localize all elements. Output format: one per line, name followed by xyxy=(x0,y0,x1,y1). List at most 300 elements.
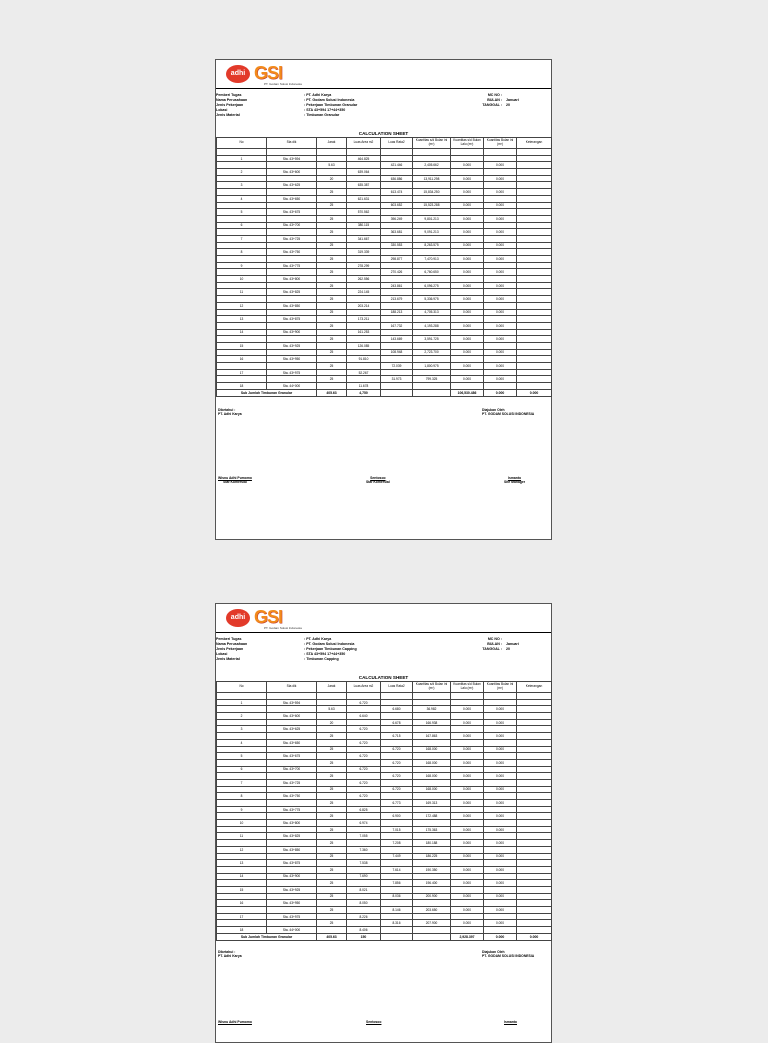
table-cell: 0.000 xyxy=(484,826,517,833)
table-cell: 17 xyxy=(217,913,267,920)
table-cell xyxy=(413,913,451,920)
table-cell: 1 xyxy=(217,699,267,706)
table-row xyxy=(217,342,552,349)
table-cell xyxy=(317,726,347,733)
table-cell xyxy=(267,759,317,766)
table-cell: 5 xyxy=(217,753,267,760)
table-cell: 9,801.213 xyxy=(413,215,451,222)
table-row xyxy=(217,907,552,914)
table-cell: 126.085 xyxy=(347,342,381,349)
table-cell xyxy=(517,826,552,833)
table-row xyxy=(217,269,552,276)
table-cell xyxy=(217,880,267,887)
table-cell: 0.000 xyxy=(484,309,517,316)
table-cell xyxy=(381,779,413,786)
table-cell xyxy=(451,886,484,893)
table-cell: 0.000 xyxy=(484,349,517,356)
info-label: Nama Perusahaan xyxy=(216,642,248,646)
table-cell xyxy=(267,256,317,263)
table-cell xyxy=(267,322,317,329)
table-cell: 621.631 xyxy=(347,195,381,202)
table-cell xyxy=(217,719,267,726)
table-cell: 190.350 xyxy=(413,866,451,873)
table-row xyxy=(217,195,552,202)
table-row xyxy=(217,913,552,920)
table-cell xyxy=(347,880,381,887)
table-cell xyxy=(217,733,267,740)
table-cell: 196.400 xyxy=(413,880,451,887)
signature-1 xyxy=(218,1020,252,1024)
table-cell: 0.000 xyxy=(451,733,484,740)
table-cell: 188.213 xyxy=(381,309,413,316)
table-cell xyxy=(347,920,381,927)
table-cell xyxy=(517,349,552,356)
company-subtitle: PT. Godam Solusi Indonesia xyxy=(264,626,302,630)
table-cell: 11 xyxy=(217,289,267,296)
table-cell xyxy=(413,316,451,323)
table-row xyxy=(217,336,552,343)
table-cell: 5.63 xyxy=(317,162,347,169)
sheet-title: CALCULATION SHEET xyxy=(358,675,409,680)
total-cell: 405.63 xyxy=(317,933,347,940)
table-cell xyxy=(217,840,267,847)
table-cell xyxy=(317,873,347,880)
table-cell: 7.614 xyxy=(381,866,413,873)
table-row xyxy=(217,813,552,820)
table-cell xyxy=(347,309,381,316)
table-row xyxy=(217,282,552,289)
table-row xyxy=(217,693,552,700)
table-cell xyxy=(484,262,517,269)
table-cell xyxy=(347,256,381,263)
mc-value: 20 xyxy=(506,103,510,107)
table-cell xyxy=(413,342,451,349)
table-cell: 7 xyxy=(217,235,267,242)
table-row xyxy=(217,860,552,867)
table-cell: 570.562 xyxy=(347,209,381,216)
mc-value: Januari xyxy=(506,98,519,102)
table-cell: 0.000 xyxy=(484,907,517,914)
table-cell: 25 xyxy=(317,746,347,753)
table-cell xyxy=(267,733,317,740)
table-cell xyxy=(517,316,552,323)
column-header: Keterangan xyxy=(517,682,552,693)
table-cell: 7.538 xyxy=(347,860,381,867)
table-cell xyxy=(217,746,267,753)
column-header: Kuantitas s/d Bulan Lalu (m³) xyxy=(451,682,484,693)
table-cell xyxy=(451,846,484,853)
table-cell: 91.810 xyxy=(347,356,381,363)
table-cell: 0.000 xyxy=(451,256,484,263)
table-cell: 9,091.213 xyxy=(413,229,451,236)
table-cell: 25 xyxy=(317,282,347,289)
table-cell xyxy=(217,893,267,900)
table-cell xyxy=(484,209,517,216)
table-cell: 7.208 xyxy=(381,840,413,847)
table-cell: Sta. 43+725 xyxy=(267,779,317,786)
table-cell: 7,470.913 xyxy=(413,256,451,263)
table-total-row xyxy=(217,933,552,940)
table-cell xyxy=(451,222,484,229)
table-cell xyxy=(267,202,317,209)
table-cell: 8.406 xyxy=(347,927,381,934)
table-cell xyxy=(381,249,413,256)
table-cell xyxy=(517,866,552,873)
table-cell: 25 xyxy=(317,759,347,766)
table-cell: 25 xyxy=(317,336,347,343)
table-cell xyxy=(517,282,552,289)
table-cell xyxy=(317,860,347,867)
table-cell xyxy=(267,282,317,289)
table-cell: 0.000 xyxy=(484,269,517,276)
table-row xyxy=(217,826,552,833)
table-cell: 25 xyxy=(317,215,347,222)
table-cell xyxy=(484,222,517,229)
table-cell: 25 xyxy=(317,893,347,900)
table-cell: 0.000 xyxy=(484,282,517,289)
table-cell: 6.974 xyxy=(347,820,381,827)
table-cell: 613.474 xyxy=(381,189,413,196)
table-row xyxy=(217,363,552,370)
table-row xyxy=(217,329,552,336)
info-labels xyxy=(216,637,247,662)
table-cell xyxy=(347,907,381,914)
table-row xyxy=(217,229,552,236)
table-cell: 25 xyxy=(317,786,347,793)
table-cell xyxy=(517,813,552,820)
submitted-org: PT. GODAM SOLUSI INDONESIA xyxy=(482,412,535,416)
table-cell xyxy=(267,853,317,860)
table-cell xyxy=(451,927,484,934)
acknowledged-block xyxy=(218,408,242,416)
table-cell: 166.938 xyxy=(413,719,451,726)
table-cell xyxy=(217,229,267,236)
table-cell xyxy=(451,699,484,706)
table-cell xyxy=(517,383,552,390)
mc-labels xyxy=(462,93,502,108)
table-cell: 0.000 xyxy=(484,322,517,329)
table-row xyxy=(217,773,552,780)
table-cell: 0.000 xyxy=(484,853,517,860)
signature-name: Wisnu Adhi Pumomo xyxy=(218,476,252,480)
table-row xyxy=(217,235,552,242)
mc-label: BULAN : xyxy=(487,642,502,646)
table-cell: 0.000 xyxy=(484,242,517,249)
info-value: : PT. Adhi Karya xyxy=(304,637,332,641)
info-values xyxy=(304,93,357,118)
table-cell xyxy=(451,766,484,773)
table-cell xyxy=(451,209,484,216)
table-cell xyxy=(217,907,267,914)
table-cell: 25 xyxy=(317,880,347,887)
table-cell xyxy=(381,302,413,309)
table-cell: 0.000 xyxy=(484,786,517,793)
table-cell xyxy=(413,699,451,706)
table-row xyxy=(217,169,552,176)
table-cell: 0.000 xyxy=(484,189,517,196)
table-cell xyxy=(413,766,451,773)
table-cell xyxy=(267,706,317,713)
table-cell: 8.316 xyxy=(381,920,413,927)
table-cell: 6.720 xyxy=(381,786,413,793)
table-cell: 0.000 xyxy=(451,229,484,236)
table-cell xyxy=(413,149,451,156)
table-cell: 0.000 xyxy=(451,853,484,860)
table-row xyxy=(217,242,552,249)
total-cell: 106,530.486 xyxy=(451,389,484,396)
table-cell: 25 xyxy=(317,733,347,740)
table-cell xyxy=(413,329,451,336)
table-cell: 25 xyxy=(317,309,347,316)
table-cell: 0.000 xyxy=(484,866,517,873)
company-subtitle: PT. Godam Solusi Indonesia xyxy=(264,82,302,86)
table-cell: 0.000 xyxy=(484,376,517,383)
table-cell xyxy=(484,276,517,283)
sheet-title: CALCULATION SHEET xyxy=(358,131,409,136)
table-cell: Sta. 43+950 xyxy=(267,900,317,907)
table-cell: 464.825 xyxy=(347,155,381,162)
table-cell xyxy=(517,256,552,263)
table-cell xyxy=(347,162,381,169)
mc-values xyxy=(506,93,519,108)
table-cell: 0.000 xyxy=(451,773,484,780)
table-row xyxy=(217,753,552,760)
table-cell xyxy=(451,693,484,700)
table-cell xyxy=(317,356,347,363)
table-cell xyxy=(517,706,552,713)
table-cell xyxy=(267,920,317,927)
table-row xyxy=(217,880,552,887)
table-cell xyxy=(517,886,552,893)
table-cell: 396.249 xyxy=(381,215,413,222)
table-cell: 8.036 xyxy=(381,893,413,900)
info-value: : Pekerjaan Timbunan Granular xyxy=(304,103,358,107)
table-cell xyxy=(317,699,347,706)
table-cell xyxy=(413,886,451,893)
total-cell xyxy=(413,933,451,940)
table-cell xyxy=(413,713,451,720)
table-cell: 10 xyxy=(217,820,267,827)
table-cell xyxy=(381,793,413,800)
table-cell xyxy=(381,222,413,229)
table-cell: 7.690 xyxy=(347,873,381,880)
table-cell xyxy=(517,800,552,807)
table-cell xyxy=(484,356,517,363)
table-cell xyxy=(381,155,413,162)
table-cell xyxy=(381,235,413,242)
table-cell xyxy=(347,826,381,833)
mc-value: 20 xyxy=(506,647,510,651)
table-cell xyxy=(451,289,484,296)
table-cell: 8.146 xyxy=(381,907,413,914)
table-cell: 0.000 xyxy=(484,296,517,303)
table-cell xyxy=(484,149,517,156)
table-cell xyxy=(381,739,413,746)
table-cell xyxy=(317,155,347,162)
table-cell: 0.000 xyxy=(484,800,517,807)
table-cell: 36.982 xyxy=(413,706,451,713)
table-cell: 341.667 xyxy=(347,235,381,242)
table-cell: Sta. 43+594 xyxy=(267,699,317,706)
column-header: No xyxy=(217,682,267,693)
table-cell: Sta. 43+625 xyxy=(267,182,317,189)
table-row xyxy=(217,155,552,162)
table-total-row xyxy=(217,389,552,396)
table-cell: 319.339 xyxy=(347,249,381,256)
table-cell xyxy=(267,813,317,820)
table-cell: Sta. 43+594 xyxy=(267,155,317,162)
table-cell: 25 xyxy=(317,202,347,209)
table-cell: 7 xyxy=(217,779,267,786)
table-cell xyxy=(517,880,552,887)
table-cell xyxy=(484,833,517,840)
table-cell xyxy=(517,209,552,216)
table-cell xyxy=(451,302,484,309)
table-cell: 6.900 xyxy=(381,813,413,820)
signature-3 xyxy=(504,1020,517,1024)
table-cell xyxy=(347,215,381,222)
table-cell xyxy=(517,786,552,793)
table-cell: Sta. 43+625 xyxy=(267,726,317,733)
adhi-logo: adhi xyxy=(226,65,250,83)
table-cell xyxy=(413,900,451,907)
table-cell xyxy=(217,706,267,713)
table-cell xyxy=(381,753,413,760)
table-cell: 0.000 xyxy=(451,189,484,196)
table-row xyxy=(217,779,552,786)
table-cell xyxy=(484,693,517,700)
table-cell: Sta. 43+900 xyxy=(267,329,317,336)
table-row xyxy=(217,376,552,383)
table-cell xyxy=(381,169,413,176)
table-cell: 4,705.313 xyxy=(413,309,451,316)
table-cell xyxy=(484,766,517,773)
table-cell: Sta. 43+775 xyxy=(267,262,317,269)
table-cell xyxy=(217,322,267,329)
table-cell xyxy=(381,369,413,376)
table-cell: 4 xyxy=(217,739,267,746)
signature-name: Wisnu Adhi Pumomo xyxy=(218,1020,252,1024)
table-cell xyxy=(317,222,347,229)
column-header: Luas Area m2 xyxy=(347,138,381,149)
table-row xyxy=(217,927,552,934)
table-cell: 25 xyxy=(317,840,347,847)
table-cell: 168.000 xyxy=(413,759,451,766)
table-cell xyxy=(267,242,317,249)
table-cell: 15 xyxy=(217,886,267,893)
info-value: : PT. Godam Solusi Indonesia xyxy=(304,642,355,646)
total-label: Sub Jumlah Timbunan Granular xyxy=(217,933,317,940)
table-cell xyxy=(267,800,317,807)
table-cell xyxy=(517,189,552,196)
table-cell xyxy=(267,215,317,222)
signature-2 xyxy=(366,1020,381,1024)
table-cell xyxy=(317,806,347,813)
table-cell: 0.000 xyxy=(451,706,484,713)
calculation-sheet-capping xyxy=(215,603,552,1043)
table-row xyxy=(217,209,552,216)
table-cell xyxy=(484,329,517,336)
table-row xyxy=(217,175,552,182)
table-cell: 6.680 xyxy=(381,706,413,713)
table-cell: 6.678 xyxy=(381,719,413,726)
table-cell xyxy=(484,806,517,813)
table-row xyxy=(217,316,552,323)
table-row xyxy=(217,846,552,853)
table-cell xyxy=(517,155,552,162)
acknowledged-label: Diketahui : xyxy=(218,950,236,954)
table-cell xyxy=(517,363,552,370)
table-cell: 635.387 xyxy=(347,182,381,189)
table-cell xyxy=(347,773,381,780)
table-cell xyxy=(347,840,381,847)
table-cell: 0.000 xyxy=(484,162,517,169)
table-cell xyxy=(347,269,381,276)
table-cell xyxy=(267,786,317,793)
table-cell xyxy=(517,833,552,840)
table-cell xyxy=(517,342,552,349)
table-row xyxy=(217,900,552,907)
table-cell xyxy=(517,766,552,773)
signature-name: Ismanto xyxy=(508,476,522,480)
table-cell xyxy=(517,222,552,229)
table-cell: 6.720 xyxy=(347,726,381,733)
table-cell xyxy=(317,846,347,853)
table-cell: 25 xyxy=(317,773,347,780)
table-cell: 25 xyxy=(317,866,347,873)
table-row xyxy=(217,302,552,309)
table-cell xyxy=(317,766,347,773)
table-cell: 8.021 xyxy=(347,886,381,893)
table-cell xyxy=(217,363,267,370)
table-cell: 0.000 xyxy=(451,866,484,873)
info-label: Jenis Pekerjaan xyxy=(216,103,244,107)
table-cell: 0.000 xyxy=(484,229,517,236)
table-cell: Sta. 43+875 xyxy=(267,860,317,867)
table-cell xyxy=(317,316,347,323)
table-cell: 52.267 xyxy=(347,369,381,376)
signature-name: Sentosoo xyxy=(370,476,386,480)
table-cell: 25 xyxy=(317,229,347,236)
table-cell: 0.000 xyxy=(451,175,484,182)
signature-1 xyxy=(218,476,252,484)
table-cell xyxy=(381,860,413,867)
table-cell xyxy=(451,779,484,786)
table-cell xyxy=(517,927,552,934)
table-cell: 72.039 xyxy=(381,363,413,370)
table-cell xyxy=(451,356,484,363)
table-cell: Sta. 43+975 xyxy=(267,369,317,376)
table-cell: 5 xyxy=(217,209,267,216)
table-cell: 363.681 xyxy=(381,229,413,236)
table-cell: 6.720 xyxy=(347,699,381,706)
table-row xyxy=(217,699,552,706)
logo-area xyxy=(226,607,316,631)
table-cell xyxy=(381,149,413,156)
table-row xyxy=(217,893,552,900)
table-cell: 2,723.700 xyxy=(413,349,451,356)
table-cell xyxy=(517,820,552,827)
table-cell xyxy=(517,322,552,329)
calculation-table xyxy=(216,137,552,397)
calculation-table xyxy=(216,681,552,941)
submitted-label: Diajukan Oleh xyxy=(482,950,505,954)
table-cell xyxy=(317,262,347,269)
table-cell: 298.877 xyxy=(381,256,413,263)
table-cell xyxy=(347,893,381,900)
table-cell: 31.973 xyxy=(381,376,413,383)
table-cell: 0.000 xyxy=(484,880,517,887)
